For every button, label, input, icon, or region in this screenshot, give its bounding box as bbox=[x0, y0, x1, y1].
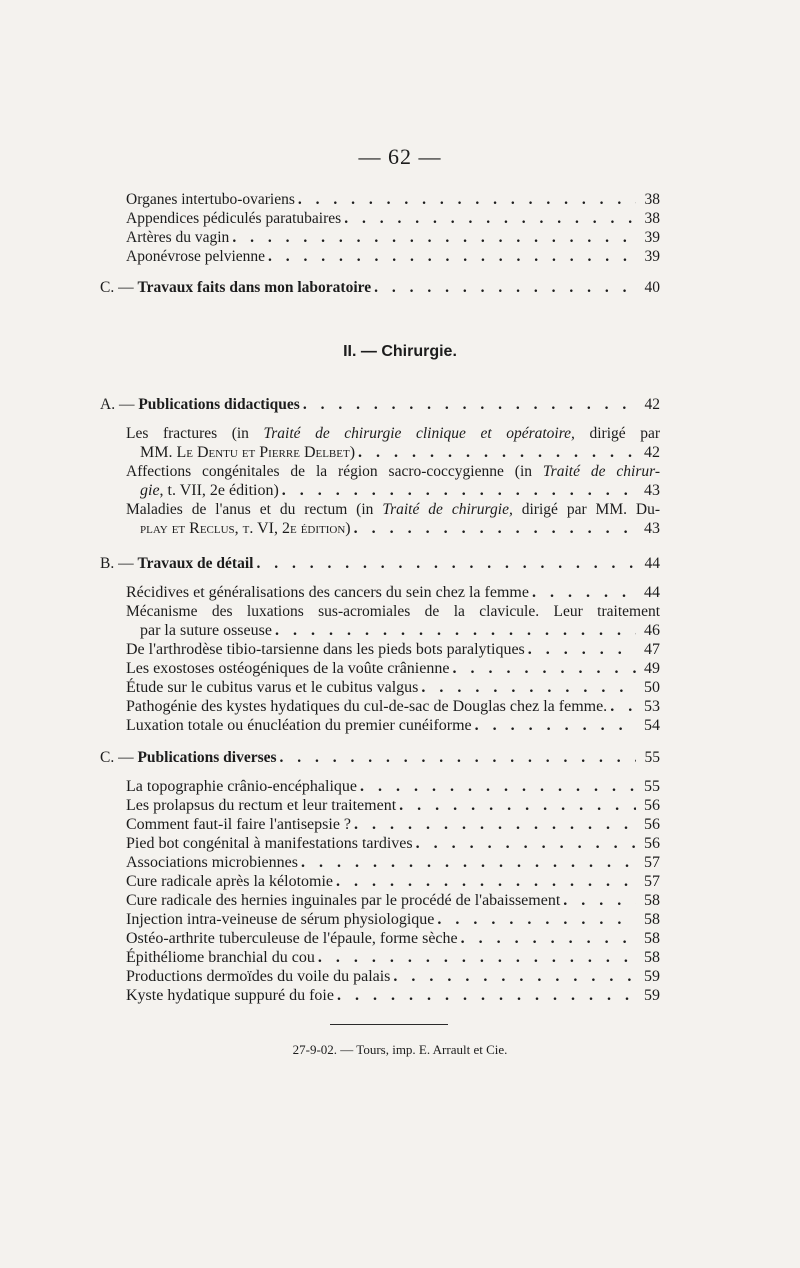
list-item: Luxation totale ou énucléation du premier cunéiforme . . . 54 bbox=[100, 716, 660, 735]
list-item: Kyste hydatique suppuré du foie . . . 59 bbox=[100, 986, 660, 1005]
section-c: C. — Publications diverses . . . 55 bbox=[100, 748, 660, 767]
top-entries bbox=[100, 190, 660, 266]
section-a-entries bbox=[100, 424, 660, 538]
list-item: Cure radicale des hernies inguinales par le procédé de l'abaissement . . . 58 bbox=[100, 891, 660, 910]
list-item: Associations microbiennes . . . 57 bbox=[100, 853, 660, 872]
list-item: Les prolapsus du rectum et leur traitement . . . 56 bbox=[100, 796, 660, 815]
list-item: Pied bot congénital à manifestations tardives . . . 56 bbox=[100, 834, 660, 853]
list-item: Productions dermoïdes du voile du palais . . . 59 bbox=[100, 967, 660, 986]
list-item: La topographie crânio-encéphalique . . . 55 bbox=[100, 777, 660, 796]
section-title: Travaux de détail bbox=[137, 555, 254, 572]
list-item: Artères du vagin . . . 39 bbox=[100, 228, 660, 247]
section-title: Publications didactiques bbox=[138, 396, 300, 413]
printer-footer: 27-9-02. — Tours, imp. E. Arrault et Cie. bbox=[292, 1042, 508, 1057]
footer-rule bbox=[330, 1024, 448, 1025]
list-item: Aponévrose pelvienne . . . 39 bbox=[100, 247, 660, 266]
list-item: Les exostoses ostéogéniques de la voûte crânienne . . . 49 bbox=[100, 659, 660, 678]
page-number: — 62 — bbox=[358, 144, 442, 169]
section-c-entries bbox=[100, 777, 660, 1005]
list-item: Pathogénie des kystes hydatiques du cul-de-sac de Douglas chez la femme. . . . 53 bbox=[100, 697, 660, 716]
list-item: De l'arthrodèse tibio-tarsienne dans les pieds bots paralytiques . . . 47 bbox=[100, 640, 660, 659]
section-title: Publications diverses bbox=[137, 749, 277, 766]
section-c-laboratoire: C. — Travaux faits dans mon laboratoire . . . 40 bbox=[100, 278, 660, 297]
list-item: Épithéliome branchial du cou . . . 58 bbox=[100, 948, 660, 967]
list-item: Maladies de l'anus et du rectum (in Traité de chirurgie, dirigé par MM. Du- play et Reclus, t. VI, 2e édition) . . . 43 bbox=[100, 500, 660, 538]
section-a: A. — Publications didactiques . . . 42 bbox=[100, 395, 660, 414]
list-item: Affections congénitales de la région sacro-coccygienne (in Traité de chirur- gie, t. VII, 2e édition) . . . 43 bbox=[100, 462, 660, 500]
list-item: Organes intertubo-ovariens . . . 38 bbox=[100, 190, 660, 209]
list-item: Cure radicale après la kélotomie . . . 57 bbox=[100, 872, 660, 891]
list-item: Ostéo-arthrite tuberculeuse de l'épaule, forme sèche . . . 58 bbox=[100, 929, 660, 948]
section-title: Travaux faits dans mon laboratoire bbox=[137, 279, 372, 296]
list-item: Les fractures (in Traité de chirurgie clinique et opératoire, dirigé par MM. Le Dentu et Pierre Delbet) . . . 42 bbox=[100, 424, 660, 462]
section-b-entries bbox=[100, 583, 660, 735]
list-item: Injection intra-veineuse de sérum physiologique . . . 58 bbox=[100, 910, 660, 929]
part-heading: II. — Chirurgie. bbox=[343, 343, 457, 360]
section-b: B. — Travaux de détail . . . 44 bbox=[100, 554, 660, 573]
list-item: Appendices pédiculés paratubaires . . . 38 bbox=[100, 209, 660, 228]
list-item: Étude sur le cubitus varus et le cubitus valgus . . . 50 bbox=[100, 678, 660, 697]
list-item: Mécanisme des luxations sus-acromiales de la clavicule. Leur traitement par la suture osseuse . . . 46 bbox=[100, 602, 660, 640]
list-item: Récidives et généralisations des cancers du sein chez la femme . . . 44 bbox=[100, 583, 660, 602]
list-item: Comment faut-il faire l'antisepsie ? . . . 56 bbox=[100, 815, 660, 834]
